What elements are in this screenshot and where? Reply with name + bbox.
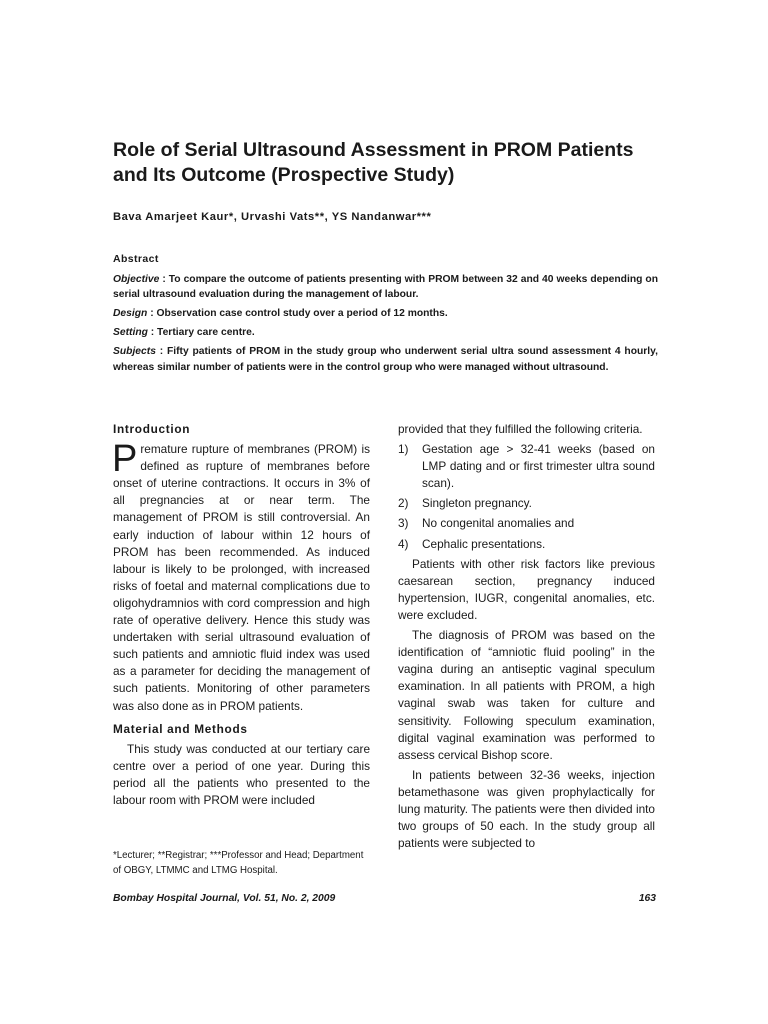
list-item — [398, 441, 655, 492]
list-item — [398, 495, 655, 512]
objective-text: : To compare the outcome of patients presenting with PROM between 32 and 40 weeks depending on serial ultrasound evaluation during the management of labour. — [113, 273, 658, 300]
right-column — [398, 421, 655, 855]
subjects-label: Subjects — [113, 346, 156, 357]
author-list: Bava Amarjeet Kaur*, Urvashi Vats**, YS Nandanwar*** — [113, 211, 432, 223]
diagnosis-paragraph: The diagnosis of PROM was based on the identification of “amniotic fluid pooling” in the vagina during an antiseptic vaginal speculum examination. In all patients with PROM, a high vaginal swab was taken for culture and sensitivity. Following speculum examination, digital vaginal examination was performed to assess cervical Bishop score. — [398, 628, 655, 762]
treatment-paragraph: In patients between 32-36 weeks, injection betamethasone was given prophylactically for lung maturity. The patients were then divided into two groups of 50 each. In the study group all patients were subjected to — [398, 767, 655, 851]
objective-label: Objective — [113, 273, 160, 285]
list-item — [398, 515, 655, 532]
criteria-intro: provided that they fulfilled the following criteria. — [398, 422, 643, 436]
abstract-heading: Abstract — [113, 253, 159, 265]
left-column — [113, 421, 370, 812]
criteria-list — [398, 441, 655, 553]
abstract-objective — [113, 272, 658, 303]
author-footnote: *Lecturer; **Registrar; ***Professor and Head; Department of OBGY, LTMMC and LTMG Hospital. — [113, 850, 364, 876]
page-number: 163 — [638, 893, 656, 904]
article-title: Role of Serial Ultrasound Assessment in PROM Patients and Its Outcome (Prospective Study) — [113, 139, 634, 186]
abstract-section — [113, 252, 658, 379]
abstract-design — [113, 306, 658, 322]
introduction-text: remature rupture of membranes (PROM) is defined as rupture of membranes before onset of uterine contractions. It occurs in 3% of all pregnancies at or near term. The management of PROM is still controversial. An early induction of labour within 12 hours of PROM has been recommended. As induced labour is likely to be prolonged, with increased risks of foetal and maternal complications due to oligohydramnios with cord compression and high rate of operative delivery. Hence this study was undertaken with serial ultrasound evaluation of such patients and amniotic fluid index was used as a parameter for deciding the management of such patients. Monitoring of other parameters was also done as in PROM patients. — [113, 442, 370, 713]
methods-paragraph: This study was conducted at our tertiary care centre over a period of one year. During this period all the patients who presented to the labour room with PROM were included — [113, 741, 370, 807]
journal-citation: Bombay Hospital Journal, Vol. 51, No. 2, 2009 — [113, 893, 336, 904]
list-number: 1) — [398, 442, 409, 457]
list-text: Singleton pregnancy. — [422, 496, 532, 511]
list-text: Gestation age > 32-41 weeks (based on LMP dating and or first trimester ultra sound scan). — [422, 442, 655, 491]
setting-label: Setting — [113, 327, 148, 338]
methods-heading: Material and Methods — [113, 721, 248, 736]
design-text: : Observation case control study over a period of 12 months. — [147, 308, 448, 319]
list-number: 4) — [398, 536, 409, 551]
abstract-setting — [113, 325, 658, 341]
list-text: Cephalic presentations. — [422, 536, 546, 551]
exclusion-paragraph: Patients with other risk factors like previous caesarean section, pregnancy induced hypertension, IUGR, congenital anomalies, etc. were excluded. — [398, 556, 655, 622]
drop-cap: P — [112, 438, 138, 481]
list-item — [398, 536, 655, 553]
abstract-subjects — [113, 344, 658, 375]
list-number: 2) — [398, 496, 409, 511]
list-text: No congenital anomalies and — [422, 516, 575, 531]
introduction-paragraph — [112, 438, 370, 715]
subjects-text: : Fifty patients of PROM in the study group who underwent serial ultra sound assessment 4 hourly, whereas similar number of patients were in the control group who were managed without ultrasound. — [113, 346, 658, 373]
design-label: Design — [113, 308, 148, 319]
list-number: 3) — [398, 516, 409, 531]
introduction-heading: Introduction — [113, 422, 191, 436]
setting-text: : Tertiary care centre. — [147, 327, 255, 338]
